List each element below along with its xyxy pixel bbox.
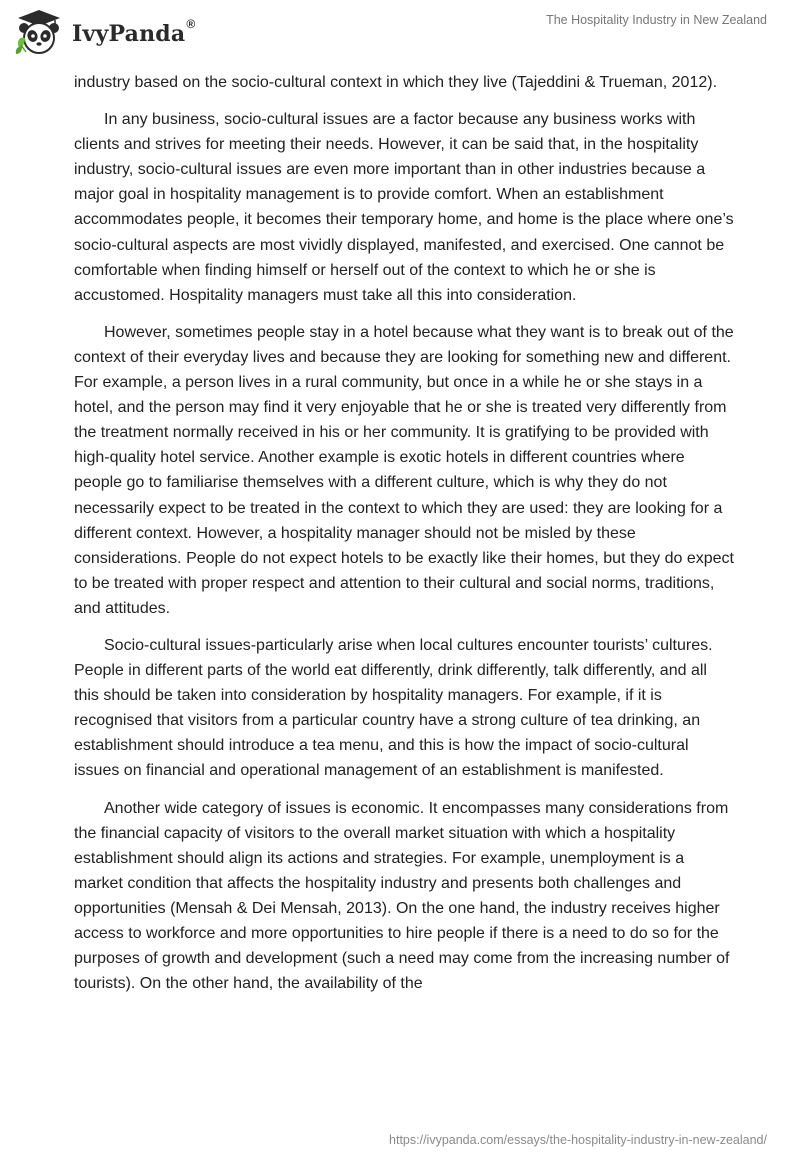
paragraph: However, sometimes people stay in a hotel because what they want is to break out of the context of their everyday lives and because they are looking for something new and different. For example, a person lives in a rural community, but once in a while he or she stays in a hotel, and the person may find it very enjoyable that he or she is treated very differently from the treatment normally received in his or her community. It is gratifying to be provided with high-quality hotel service. Another example is exotic hotels in different countries where people go to familiarise themselves with a different culture, which is why they do not necessarily expect to be treated in the context to which they are used: they are looking for a different context. However, a hospitality manager should not be misled by these considerations. People do not expect hotels to be exactly like their homes, but they do expect to be treated with proper respect and attention to their cultural and social norms, traditions, and attitudes. (74, 323, 734, 617)
paragraph: In any business, socio-cultural issues are a factor because any business works with clients and strives for meeting their needs. However, it can be said that, in the hospitality industry, socio-cultural issues are even more important than in other industries because a major goal in hospitality management is to provide comfort. When an establishment accommodates people, it becomes their temporary home, and home is the place where one’s socio-cultural aspects are most vividly displayed, manifested, and exercised. One cannot be comfortable when finding himself or herself out of the context to which he or she is accustomed. Hospitality managers must take all this into consideration. (74, 111, 734, 304)
page-header (0, 0, 800, 64)
brand-name (72, 17, 196, 47)
registered-mark: ® (186, 17, 196, 31)
brand-name-text: IvyPanda (72, 21, 186, 47)
panda-graduate-icon (14, 8, 64, 58)
document-title: The Hospitality Industry in New Zealand (546, 13, 767, 27)
paragraph: Another wide category of issues is economic. It encompasses many considerations from the financial capacity of visitors to the overall market situation with which a hospitality establishment should align its actions and strategies. For example, unemployment is a market condition that affects the hospitality industry and presents both challenges and opportunities (Mensah & Dei Mensah, 2013). On the one hand, the industry receives higher access to workforce and more opportunities to hire people if there is a need to do so for the purposes of growth and development (such a need may come from the increasing number of tourists). On the other hand, the availability of the (74, 799, 730, 993)
paragraph: Socio-cultural issues-particularly arise when local cultures encounter tourists’ cultures. People in different parts of the world eat differently, drink differently, talk differently, and all this should be taken into consideration by hospitality managers. For example, if it is recognised that visitors from a particular country have a strong culture of tea drinking, an establishment should introduce a tea menu, and this is how the impact of socio-cultural issues on financial and operational management of an establishment is manifested. (74, 636, 713, 780)
essay-body (74, 70, 734, 1008)
source-url[interactable]: https://ivypanda.com/essays/the-hospitality-industry-in-new-zealand/ (389, 1133, 767, 1147)
ivypanda-logo[interactable] (14, 8, 195, 58)
paragraph: industry based on the socio-cultural context in which they live (Tajeddini & Trueman, 2012). (74, 74, 718, 91)
